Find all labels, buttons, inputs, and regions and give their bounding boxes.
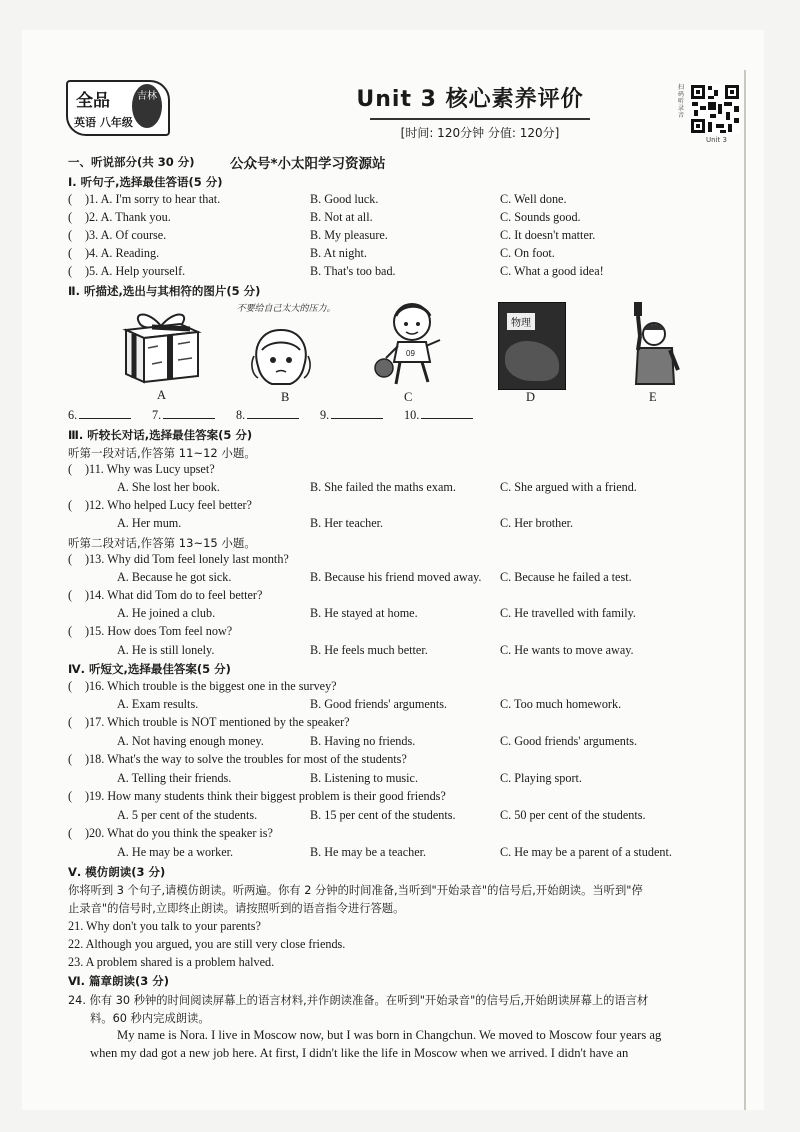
picture-label-d: D xyxy=(526,390,536,404)
sec1-heading: Ⅰ. 听句子,选择最佳答语(5 分) xyxy=(68,175,223,189)
sentence-23: 23. A problem shared is a problem halved. xyxy=(68,955,275,969)
question-13: )13. Why did Tom feel lonely last month? xyxy=(85,552,289,566)
sec3-intro-1: 听第一段对话,作答第 11~12 小题。 xyxy=(68,446,256,460)
picture-label-c: C xyxy=(404,390,413,404)
question-15: )15. How does Tom feel now? xyxy=(85,624,233,638)
sec3-intro-2: 听第二段对话,作答第 13~15 小题。 xyxy=(68,536,256,550)
option-1b: B. Good luck. xyxy=(310,192,379,206)
option-18c: C. Playing sport. xyxy=(500,771,582,785)
question-16: )16. Which trouble is the biggest one in the survey? xyxy=(85,679,337,693)
part1-heading: 一、听说部分(共 30 分) xyxy=(68,155,195,169)
answer-blank-7[interactable]: 7. xyxy=(152,407,215,423)
answer-paren: ( xyxy=(68,789,73,803)
answer-paren: ( xyxy=(68,826,73,840)
title-divider xyxy=(370,118,590,120)
option-13c: C. Because he failed a test. xyxy=(500,570,632,584)
sec6-heading: Ⅵ. 篇章朗读(3 分) xyxy=(68,974,170,988)
answer-paren: ( xyxy=(68,264,73,278)
answer-paren: ( xyxy=(68,588,73,602)
answer-paren: ( xyxy=(68,210,73,224)
sec3-heading: Ⅲ. 听较长对话,选择最佳答案(5 分) xyxy=(68,428,253,442)
option-14b: B. He stayed at home. xyxy=(310,606,418,620)
qr-caption: 扫码听录音 xyxy=(678,84,685,119)
book-title: 物理 xyxy=(507,313,535,330)
answer-blank-9[interactable]: 9. xyxy=(320,407,383,423)
question-17: )17. Which trouble is NOT mentioned by the speaker? xyxy=(85,715,350,729)
option-17b: B. Having no friends. xyxy=(310,734,416,748)
answer-paren: ( xyxy=(68,192,73,206)
option-18b: B. Listening to music. xyxy=(310,771,418,785)
sec5-instructions-2: 止录音"的信号时,立即终止朗读。请按照听到的语音指令进行答题。 xyxy=(68,902,405,915)
option-20b: B. He may be a teacher. xyxy=(310,845,427,859)
option-14c: C. He travelled with family. xyxy=(500,606,636,620)
qr-unit-label: Unit 3 xyxy=(706,136,727,144)
option-20a: A. He may be a worker. xyxy=(117,845,234,859)
option-14a: A. He joined a club. xyxy=(117,606,216,620)
option-5b: B. That's too bad. xyxy=(310,264,396,278)
passage-line-1: My name is Nora. I live in Moscow now, but I was born in Changchun. We moved to Moscow four years ag xyxy=(117,1028,662,1042)
question-14: )14. What did Tom do to feel better? xyxy=(85,588,263,602)
option-11c: C. She argued with a friend. xyxy=(500,480,637,494)
question-20: )20. What do you think the speaker is? xyxy=(85,826,273,840)
option-4b: B. At night. xyxy=(310,246,367,260)
answer-paren: ( xyxy=(68,715,73,729)
option-11a: A. She lost her book. xyxy=(117,480,220,494)
page-title: Unit 3 核心素养评价 xyxy=(356,87,584,112)
option-1c: C. Well done. xyxy=(500,192,567,206)
answer-paren: ( xyxy=(68,624,73,638)
exam-meta: [时间: 120分钟 分值: 120分] xyxy=(400,126,560,140)
option-16b: B. Good friends' arguments. xyxy=(310,697,448,711)
question-2: )2. A. Thank you. xyxy=(85,210,171,224)
boy-basketball-picture xyxy=(370,300,450,388)
option-19a: A. 5 per cent of the students. xyxy=(117,808,258,822)
option-16a: A. Exam results. xyxy=(117,697,199,711)
gift-box-picture xyxy=(118,304,204,386)
option-19b: B. 15 per cent of the students. xyxy=(310,808,456,822)
qr-code-icon[interactable] xyxy=(690,84,740,134)
physics-book-picture xyxy=(498,302,566,390)
option-5c: C. What a good idea! xyxy=(500,264,604,278)
speech-bubble-text: 不要给自己太大的压力。 xyxy=(236,304,336,314)
answer-paren: ( xyxy=(68,246,73,260)
option-15c: C. He wants to move away. xyxy=(500,643,634,657)
brand-logo xyxy=(66,80,170,136)
question-5: )5. A. Help yourself. xyxy=(85,264,186,278)
girl-picture xyxy=(248,326,314,388)
man-phone-picture xyxy=(616,300,690,388)
picture-label-a: A xyxy=(157,388,167,402)
book-cover-art xyxy=(505,341,559,381)
picture-label-e: E xyxy=(649,390,657,404)
page-edge xyxy=(744,70,746,1110)
option-12a: A. Her mum. xyxy=(117,516,182,530)
option-2b: B. Not at all. xyxy=(310,210,373,224)
option-12b: B. Her teacher. xyxy=(310,516,384,530)
sentence-21: 21. Why don't you talk to your parents? xyxy=(68,919,261,933)
option-4c: C. On foot. xyxy=(500,246,555,260)
option-2c: C. Sounds good. xyxy=(500,210,581,224)
watermark-text: 公众号*小太阳学习资源站 xyxy=(230,156,386,172)
option-17a: A. Not having enough money. xyxy=(117,734,264,748)
answer-blank-6[interactable]: 6. xyxy=(68,407,131,423)
option-13b: B. Because his friend moved away. xyxy=(310,570,482,584)
option-3c: C. It doesn't matter. xyxy=(500,228,596,242)
passage-line-2: when my dad got a new job here. At first, I didn't like the life in Moscow when we arrived. I didn't have an xyxy=(90,1046,629,1060)
answer-blank-10[interactable]: 10. xyxy=(404,407,473,423)
option-16c: C. Too much homework. xyxy=(500,697,622,711)
brand-title: 全品 xyxy=(76,91,110,111)
question-4: )4. A. Reading. xyxy=(85,246,160,260)
sec5-heading: Ⅴ. 模仿朗读(3 分) xyxy=(68,865,166,879)
option-19c: C. 50 per cent of the students. xyxy=(500,808,646,822)
picture-label-b: B xyxy=(281,390,290,404)
question-3: )3. A. Of course. xyxy=(85,228,167,242)
question-12: )12. Who helped Lucy feel better? xyxy=(85,498,252,512)
option-17c: C. Good friends' arguments. xyxy=(500,734,638,748)
option-13a: A. Because he got sick. xyxy=(117,570,232,584)
option-20c: C. He may be a parent of a student. xyxy=(500,845,672,859)
sec5-instructions-1: 你将听到 3 个句子,请模仿朗读。听两遍。你有 2 分钟的时间准备,当听到"开始录音"的信号后,开始朗读。当听到"停 xyxy=(68,884,643,897)
answer-paren: ( xyxy=(68,679,73,693)
option-12c: C. Her brother. xyxy=(500,516,574,530)
option-18a: A. Telling their friends. xyxy=(117,771,232,785)
region-badge: 吉林 xyxy=(132,84,162,128)
question-19: )19. How many students think their biggest problem is their good friends? xyxy=(85,789,446,803)
svg-text:09: 09 xyxy=(406,349,415,358)
answer-paren: ( xyxy=(68,462,73,476)
option-11b: B. She failed the maths exam. xyxy=(310,480,456,494)
answer-paren: ( xyxy=(68,498,73,512)
option-15b: B. He feels much better. xyxy=(310,643,428,657)
sec6-instructions-2: 料。60 秒内完成朗读。 xyxy=(90,1012,210,1025)
option-3b: B. My pleasure. xyxy=(310,228,388,242)
sec2-heading: Ⅱ. 听描述,选出与其相符的图片(5 分) xyxy=(68,284,261,298)
brand-subtitle: 英语 八年级 xyxy=(74,116,133,129)
question-11: )11. Why was Lucy upset? xyxy=(85,462,215,476)
answer-paren: ( xyxy=(68,752,73,766)
sec4-heading: Ⅳ. 听短文,选择最佳答案(5 分) xyxy=(68,662,231,676)
question-18: )18. What's the way to solve the troubles for most of the students? xyxy=(85,752,407,766)
answer-paren: ( xyxy=(68,552,73,566)
answer-paren: ( xyxy=(68,228,73,242)
option-15a: A. He is still lonely. xyxy=(117,643,215,657)
sec6-instructions-1: 24. 你有 30 秒钟的时间阅读屏幕上的语言材料,并作朗读准备。在听到"开始录音"的信号后,开始朗读屏幕上的语言材 xyxy=(68,994,649,1007)
question-1: )1. A. I'm sorry to hear that. xyxy=(85,192,221,206)
answer-blank-8[interactable]: 8. xyxy=(236,407,299,423)
sentence-22: 22. Although you argued, you are still very close friends. xyxy=(68,937,346,951)
